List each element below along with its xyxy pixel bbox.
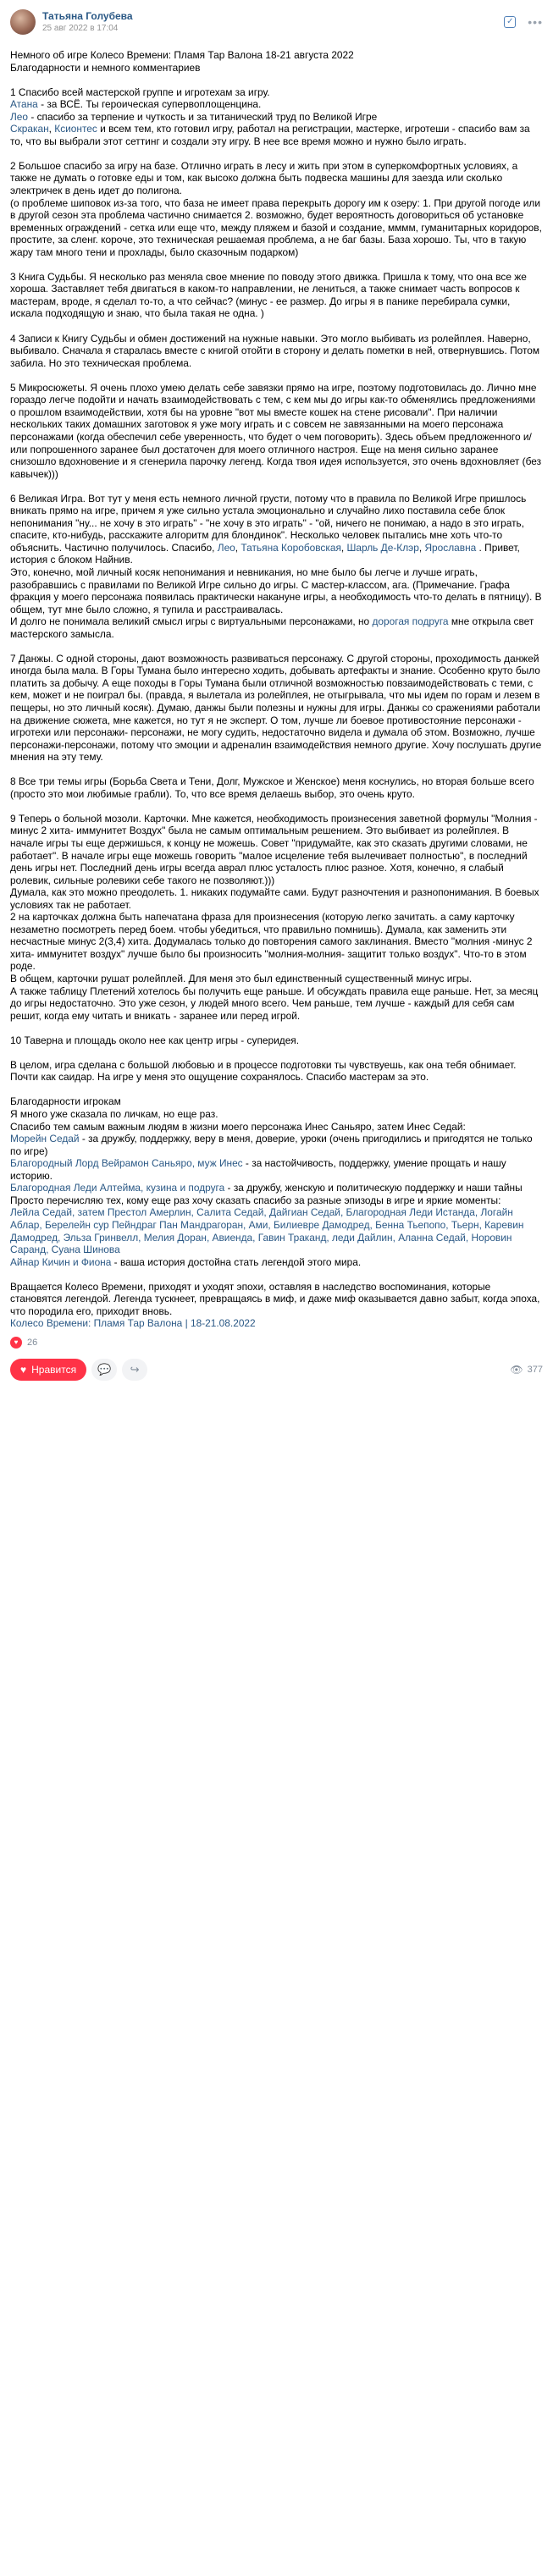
text: - спасибо за терпение и чуткость и за титанический труд по Великой Игре <box>28 110 378 123</box>
mention-link[interactable]: Лео <box>217 541 235 554</box>
comment-icon: 💬 <box>97 1362 112 1376</box>
text: Вращается Колесо Времени, приходят и уходят эпохи, оставляя в наследство воспоминания, которые становятся легендой. Легенда тускнеет, превращаясь в миф, и даже миф оказывается давно забыт, когда эпоха, что породила его, приходит вновь. <box>10 1280 540 1317</box>
author-meta <box>42 10 133 34</box>
header-actions <box>504 15 543 29</box>
paragraph-8: 8 Все три темы игры (Борьба Света и Тени, Долг, Мужское и Женское) меня коснулись, но вторая больше всего (просто это мои любимые грабли). То, что все время делаешь выбор, это очень круто. <box>10 775 534 800</box>
mention-link[interactable]: дорогая подруга <box>372 615 449 628</box>
mention-links-list[interactable]: Лейла Седай, затем Престол Амерлин, Салита Седай, Дайгиан Седай, Благородная Леди Истанда, Логайн Аблар, Берелейн сур Пейндраг Пан Мандрагоран, Ами, Билиевре Дамодред, Бенна Тьепопо, Тьерн, Каревин Дамодред, Эльза Гринвелл, Мелия Доран, Авиенда, Гавин Траканд, леди Дайлин, Аланна Седай, Норовин Саранд, Суана Шинова <box>10 1206 524 1256</box>
paragraph-9: 9 Теперь о больной мозоли. Карточки. Мне кажется, необходимость произнесения заветной формулы "Молния - минус 2 хита- иммунитет Воздух" была не самым оптимальным решением. Это выбивает из ролейплея. В начале игры ты еще держишься, к концу не можешь. Совет "придумайте, как это сказать другими словами, не работает". В начале игры еще можешь говорить "малое исцеление тебя вылечивает полностью", в последний день игры нет. Последний день игры всегда аврал плюс усталость плюс разное. Хотя, конечно, я слабый ролевик, сильные ролевики себе такого не позволяют.))) Думала, как это можно преодолеть. 1. никаких подумайте сами. Будут разночтения и разнопонимания. В боевых условиях так не работает. 2 на карточках должна быть напечатана фраза для произнесения (которую легко зачитать. а саму карточку незаметно посмотреть перед боем. чтобы убедиться, что правильно помнишь). Думала, как заменить эти несчастные минус 2(3,4) хита. Додумалась только до повторения самого заклинания. Вместо "молния -минус 2 хита- иммунитет воздух" лучше было бы произносить "молния-молния- защитит только воздух". Что-то в этом роде. В общем, карточки рушат ролейплей. Для меня это был единственный существенный минус игры. А также таблицу Плетений хотелось бы получить еще раньше. И обсуждать правила еще раньше. Нет, за месяц до игры недостаточно. Это уже сезон, у людей много всего. Чем раньше, тем лучше - каждый для себя сам решит, когда ему читать и вникать - заранее или перед игрой. <box>10 812 539 1022</box>
post-title-paragraph: Немного об игре Колесо Времени: Пламя Тар Валона 18-21 августа 2022 Благодарности и немного комментариев <box>10 49 354 74</box>
text: 1 Спасибо всей мастерской группе и игротехам за игру. <box>10 85 270 98</box>
paragraph-2: 2 Большое спасибо за игру на базе. Отлично играть в лесу и жить при этом в суперкомфортных условиях, а также не думать о готовке еды и том, как высоко должна быть подвеска машины для заезда или сколько электричек в день идет до полигона. (о проблеме шиповок из-за того, что база не имеет права перекрыть дорогу им к озеру: 1. При другой погоде или в другой сезон эта проблема частично снимается 2. возможно, будет вероятность договориться об установке временных ограждений - сетка или еще что, между пляжем и базой и создание, мммм, гуманитарных коридоров, простите, за сленг. короче, это техническая решаемая проблема, а не баг базы. База хорошо. Ты, что в такую жару там много тени и прохлады, было сказочным подарком) <box>10 159 542 258</box>
avatar[interactable] <box>10 9 36 35</box>
reactions-summary[interactable] <box>10 1335 543 1350</box>
text: и всем тем, кто готовил игру, работал на регистрации, мастерке, игротеши - спасибо вам за то, что вы выбрали этот сеттинг и создали эту игру. В нее все время можно и нужно было играть. <box>10 123 530 147</box>
share-button[interactable] <box>122 1359 147 1381</box>
checkbox-icon[interactable]: ✓ <box>504 16 516 28</box>
post-actions <box>10 1359 543 1381</box>
like-label: Нравится <box>31 1363 77 1376</box>
text: , <box>340 541 347 554</box>
text: Благодарности игрокам Я много уже сказала по личкам, но еще раз. Спасибо тем самым важным людям в жизни моего персонажа Инес Саньяро, затем Инес Седай: <box>10 1095 466 1133</box>
text: 6 Великая Игра. Вот тут у меня есть немного личной грусти, потому что в правила по Великой Игре пришлось вникать прямо на игре, причем я уже сильно устала эмоционально и случайно лихо поставила себе блок непонимания "ну... не хочу в это играть" - "не хочу в это играть" - "ой, ничего не понимаю, а надо в это играть, спасите, кто-нибудь, расскажите алгоритм для блондинок". Несколько человек пытались мне хоть что-то объяснить. Частично получилось. Спасибо, <box>10 492 527 554</box>
more-horizontal-icon[interactable]: ••• <box>528 15 543 29</box>
paragraph-4: 4 Записи к Книгу Судьбы и обмен достижений на нужные навыки. Это могло выбивать из ролейплея. Наверно, выбивало. Сначала я старалась вместе с книгой отойти в сторону и делать пометки в ней, отвернувшись. Потом забила. Но это техническая проблема. <box>10 332 540 369</box>
post-date[interactable]: 25 авг 2022 в 17:04 <box>42 24 119 33</box>
text: , <box>235 541 241 554</box>
mention-link[interactable]: Айнар Кичин и Фиона <box>10 1255 112 1268</box>
views-count: 377 <box>527 1364 543 1375</box>
post-header <box>10 7 543 37</box>
text: Просто перечисляю тех, кому еще раз хочу сказать спасибо за разные эпизоды в игре и яркие моменты: <box>10 1194 501 1206</box>
comment-button[interactable] <box>91 1359 117 1381</box>
like-button[interactable] <box>10 1359 86 1381</box>
mention-link[interactable]: Скракан <box>10 123 49 135</box>
text: , <box>418 541 425 554</box>
paragraph-7: 7 Данжы. С одной стороны, дают возможность развиваться персонажу. С другой стороны, проходимость данжей иногда была мала. В Горы Тумана было интересно ходить, добывать артефакты и знание. Особенно круто было платить за добычу. А еще походы в Горы Тумана были отличной возможностью повзаимодействовать с теми, с кем, может и не поиграл бы. (правда, я вылетала из ролейплея, не отыгрывала, что мы идем по горам и лезем в пещеры, но это личный косяк). Думаю, данжы были полезны и нужны для игры. Данжы со сражениями работали на движение сюжета, мне кажется, но тут я не эксперт. О том, лучше ли боевое противостояние персонажи - игротехи или персонажи- персонажи, не могу судить, недостаточно видела и думала об этом. Возможно, лучше персонажи-персонажи, потому что эмоции и адреналин взаимодействия немного другие. Хочу послушать другие мнения на эту тему. <box>10 652 542 764</box>
text: , <box>48 123 55 135</box>
text: - за дружбу, поддержку, веру в меня, доверие, уроки (очень пригодились и пригодятся не только по игре) <box>10 1133 533 1157</box>
text: - за настойчивость, поддержку, умение прощать и нашу историю. <box>10 1157 506 1182</box>
mention-link[interactable]: Атана <box>10 98 38 111</box>
author-name[interactable]: Татьяна Голубева <box>42 10 133 22</box>
paragraph-11: В целом, игра сделана с большой любовью и в процессе подготовки ты чувствуешь, как она тебя обнимает. Почти как саидар. На игре у меня это ощущение сохранялось. Спасибо мастерам за это. <box>10 1058 517 1084</box>
paragraph-10: 10 Таверна и площадь около нее как центр игры - суперидея. <box>10 1034 300 1046</box>
mention-link[interactable]: Лео <box>10 110 29 123</box>
text: - ваша история достойна стать легендой этого мира. <box>111 1255 362 1268</box>
share-icon: ↪ <box>130 1362 140 1376</box>
paragraph-6 <box>10 493 543 641</box>
paragraph-5: 5 Микросюжеты. Я очень плохо умею делать себе завязки прямо на игре, поэтому подготовилась до. Лично мне гораздо легче подойти и начать взаимодействовать с тем, с кем мы до игры как-то обменялись предложениями о прошлом взаимодействии, хотя бы на уровне "вот мы вместе кошек на стене рисовали". При наличии нескольких таких домашних заготовок я уже могу играть и с совсем не завязанными на моего персонажа персонажами (когда обеспечил себе уверенность, что будет о чем поговорить). Здесь объем предложенного и/или попрошенного заранее был достаточен для моего отличного настроя. Еще на меня сильно заранее снизошло вдохновение и я сгенерила парочку легенд. Когда твоя идея используется, это очень вдохновляет (без кавычек))) <box>10 381 542 480</box>
text: - за дружбу, женскую и политическую поддержку и наши тайны <box>224 1182 523 1194</box>
paragraph-1 <box>10 86 543 148</box>
paragraph-12 <box>10 1095 543 1268</box>
text: . Привет, история с блоком Найнив. Это, конечно, мой личный косяк непонимания и невникания, но мне было бы легче и лучше играть, разобравшись с правилами по Великой Игре сильно до игры. С мастер-классом, ага. (Примечание. Графа фракция у моего персонажа появилась практически накануне игры, а необходимость что-то делать в пятницу). В общем, тут мне было сложно, я тупила и расстраивалась. И долго не понимала великий смысл игры с виртуальными персонажами, но <box>10 541 542 628</box>
reaction-count: 26 <box>27 1337 38 1348</box>
mention-link[interactable]: Морейн Седай <box>10 1133 80 1145</box>
mention-link[interactable]: Ксионтес <box>54 123 97 135</box>
post-text <box>10 49 543 1330</box>
mention-link[interactable]: Благородный Лорд Вейрамон Саньяро, муж Инес <box>10 1157 243 1170</box>
paragraph-13 <box>10 1281 543 1330</box>
eye-icon: 👁 <box>510 1363 523 1376</box>
mention-link[interactable]: Татьяна Коробовская <box>241 541 341 554</box>
text: - за ВСЁ. Ты героическая супервоплощенцина. <box>37 98 262 111</box>
event-link[interactable]: Колесо Времени: Пламя Тар Валона | 18-21.08.2022 <box>10 1317 256 1330</box>
paragraph-3: 3 Книга Судьбы. Я несколько раз меняла свое мнение по поводу этого движка. Пришла к тому, что она все же хороша. Заставляет тебя двигаться в каком-то направлении, не лениться, а также снимает часть вопросов к мастерам, вроде, я сделал то-то, а что сейчас? (минус - ее размер. До игры я в панике перебирала сумки, искала подходящую и знаю, что была такая не одна. ) <box>10 270 527 320</box>
mention-link[interactable]: Шарль Де-Клэр <box>346 541 419 554</box>
heart-icon: ♥ <box>10 1337 22 1349</box>
views-counter <box>510 1364 543 1376</box>
text: мне открыла свет мастерского замысла. <box>10 615 534 640</box>
mention-link[interactable]: Ярославна <box>424 541 477 554</box>
heart-icon: ♥ <box>20 1363 27 1376</box>
mention-link[interactable]: Благородная Леди Алтейма, кузина и подруга <box>10 1182 225 1194</box>
